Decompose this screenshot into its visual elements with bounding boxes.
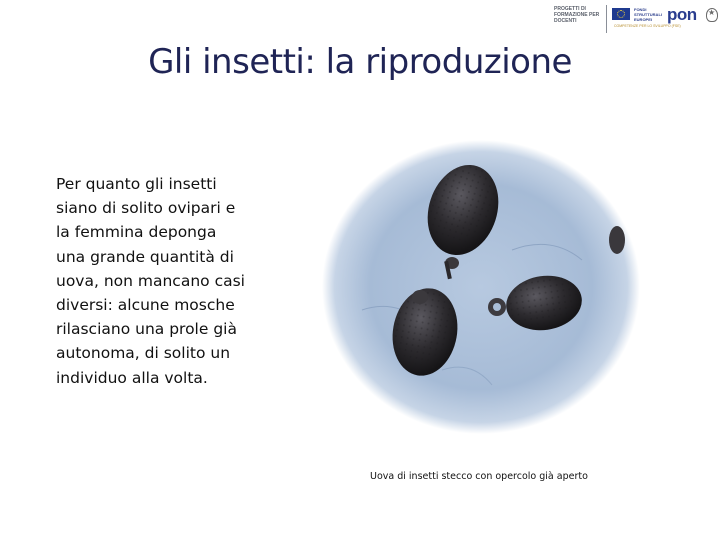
republic-emblem-icon [706,8,718,22]
insect-eggs-photo [322,140,640,434]
body-text: Per quanto gli insetti siano di solito ovipari e la femmina deponga una grande quantità di uova, non mancano casi diversi: alcune mosche rilasciano una prole già autonoma, di solito un individuo alla volta. [56,175,245,387]
pon-logo: pon [667,5,697,24]
ministry-logo-text: PROGETTI DI FORMAZIONE PER DOCENTI [554,6,600,24]
egg-partial [609,226,625,254]
photo-caption: Uova di insetti stecco con opercolo già aperto [370,471,588,482]
fondi-strutturali-text: FONDI STRUTTURALI EUROPEI [634,7,662,22]
logo-divider [606,5,607,33]
header-logos [550,2,720,36]
slide-title: Gli insetti: la riproduzione [148,42,572,82]
pon-subtitle: COMPETENZE PER LO SVILUPPO (FSE) [614,24,681,28]
eu-flag-icon [612,8,630,20]
